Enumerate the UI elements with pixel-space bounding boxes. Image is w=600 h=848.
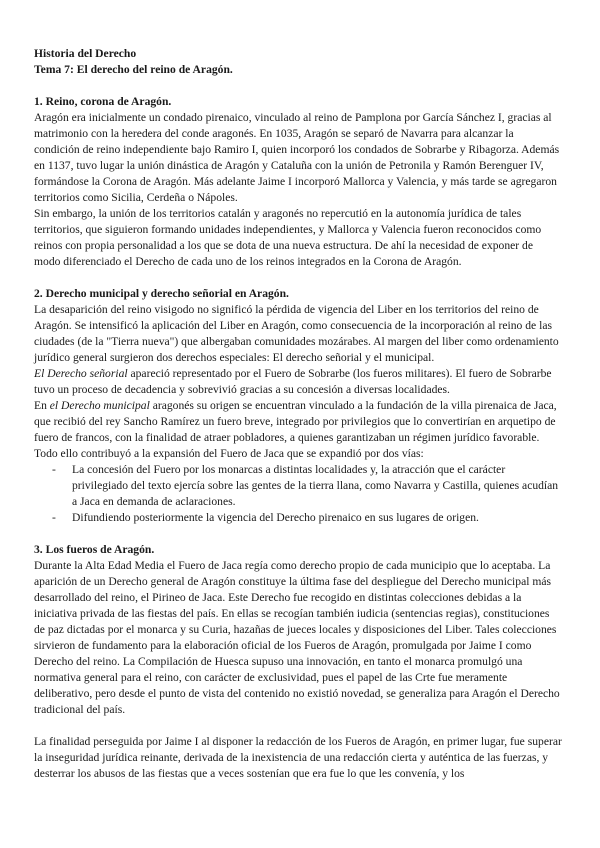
section-3-heading: 3. Los fueros de Aragón. xyxy=(34,543,155,556)
expansion-list xyxy=(34,462,562,526)
section-1-paragraph-1: Aragón era inicialmente un condado pirenaico, vinculado al reino de Pamplona por García Sánchez I, gracias al matrimonio con la heredera del conde aragonés. En 1035, Aragón se separó de Navarra para alcanzar la condición de reino independiente bajo Ramiro I, quien incorporó los condados de Sobrarbe y Ribagorza. Además en 1137, tuvo lugar la unión dinástica de Aragón y Cataluña con la unión de Petronila y Ramón Berenguer IV, formándose la Corona de Aragón. Más adelante Jaime I incorporó Mallorca y Valencia, y más tarde se agregaron territorios como Sicilia, Cerdeña o Nápoles. xyxy=(34,111,560,204)
derecho-municipal-term: el Derecho municipal xyxy=(49,399,150,412)
list-item-text: Difundiendo posteriormente la vigencia del Derecho pirenaico en sus lugares de origen. xyxy=(72,511,479,524)
section-2-paragraph-1: La desaparición del reino visigodo no significó la pérdida de vigencia del Liber en los territorios del reino de Aragón. Se intensificó la aplicación del Liber en Aragón, como consecuencia de la incorporación al reino de las ciudades (de la "Tierra nueva") que albergaban comunidades mozárabes. Al margen del liber como ordenamiento jurídico general surgieron dos derechos especiales: El derecho señorial y el municipal. xyxy=(34,303,559,364)
list-item xyxy=(34,462,562,510)
document-page xyxy=(34,46,562,782)
section-1-heading: 1. Reino, corona de Aragón. xyxy=(34,95,172,108)
list-item-text: La concesión del Fuero por los monarcas a distintas localidades y, la atracción que el carácter privilegiado del texto ejercía sobre las gentes de la tierra llana, como Navarra y Castilla, quienes acudían a Jaca en demanda de aclaraciones. xyxy=(72,463,559,508)
section-2-paragraph-3-text: aragonés su origen se encuentran vinculado a la fundación de la villa pirenaica de Jaca, que recibió del rey Sancho Ramírez un fuero breve, integrado por privilegios que lo convertirían en arquetipo de fuero de francos, con la finalidad de atraer pobladores, a quienes garantizaban un régimen jurídico favorable. Todo ello contribuyó a la expansión del Fuero de Jaca que se expandió por dos vías: xyxy=(34,399,557,460)
section-1-paragraph-2: Sin embargo, la unión de los territorios catalán y aragonés no repercutió en la autonomía jurídica de tales territorios, que siguieron formando unidades independientes, y Mallorca y Valencia fueron reconocidos como reinos con propia personalidad a los que se dota de una nueva estructura. De ahí la necesidad de exponer de modo diferenciado el Derecho de cada uno de los reinos integrados en la Corona de Aragón. xyxy=(34,207,542,268)
dash-bullet: - xyxy=(52,511,56,524)
section-2-paragraph-3-lead: En xyxy=(34,399,50,412)
list-item xyxy=(34,510,562,526)
section-3-paragraph-2: La finalidad perseguida por Jaime I al disponer la redacción de los Fueros de Aragón, en primer lugar, fue superar la inseguridad jurídica reinante, derivada de la inexistencia de una redacción cierta y auténtica de las fuerzas, y desterrar los abusos de las fiestas que a veces sostenían que era fue lo que les convenía, y los xyxy=(34,735,562,780)
section-2-paragraph-2-text: apareció representado por el Fuero de Sobrarbe (los fueros militares). El fuero de Sobrarbe tuvo un proceso de decadencia y sobrevivió gracias a su concesión a diversas localidades. xyxy=(34,367,552,396)
derecho-senorial-term: El Derecho señorial xyxy=(34,367,128,380)
course-title: Historia del Derecho xyxy=(34,47,137,60)
section-2-heading: 2. Derecho municipal y derecho señorial en Aragón. xyxy=(34,287,289,300)
section-3-paragraph-1: Durante la Alta Edad Media el Fuero de Jaca regía como derecho propio de cada municipio que lo aceptaba. La aparición de un Derecho general de Aragón constituye la última fase del despliegue del Derecho municipal más desarrollado del reino, el Pirineo de Jaca. Este Derecho fue recogido en distintas colecciones debidas a la iniciativa privada de las fiestas del país. En ellas se recogían también iudicia (sentencias regias), constituciones de paz dictadas por el monarca y su Curia, hazañas de jueces locales y disposiciones del Liber. Tales colecciones sirvieron de fundamento para la elaboración oficial de los Fueros de Aragón, promulgada por Jaime I como Derecho del reino. La Compilación de Huesca supuso una innovación, en tanto el monarca promulgó una normativa general para el reino, con carácter de exclusividad, pues el papel de las Crte fue meramente deliberativo, pero desde el punto de vista del contenido no existió novedad, se generaliza para Aragón el Derecho tradicional del país. xyxy=(34,559,560,716)
topic-title: Tema 7: El derecho del reino de Aragón. xyxy=(34,63,233,76)
section-2-paragraph-3 xyxy=(34,398,562,462)
section-2-paragraph-2 xyxy=(34,366,562,398)
dash-bullet: - xyxy=(52,463,56,476)
